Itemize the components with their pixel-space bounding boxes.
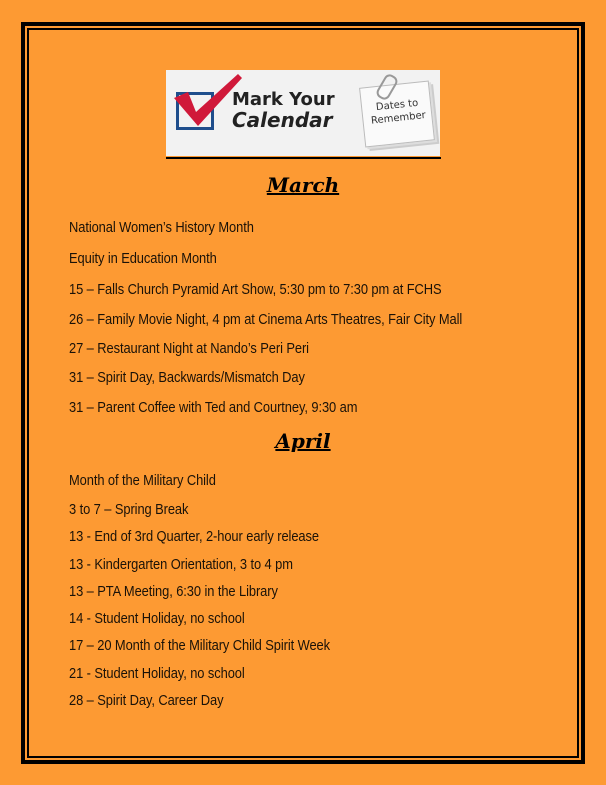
- mark-your-calendar-banner: [166, 70, 440, 156]
- list-item: 13 - Kindergarten Orientation, 3 to 4 pm: [69, 556, 293, 573]
- note-line2: Remember: [370, 110, 427, 127]
- banner-title: [232, 90, 335, 130]
- sticky-note-text: [368, 96, 428, 128]
- banner-divider: [166, 157, 441, 159]
- banner-title-line2: Calendar: [232, 108, 333, 132]
- list-item: 15 – Falls Church Pyramid Art Show, 5:30 pm to 7:30 pm at FCHS: [69, 281, 442, 298]
- note-line1: Dates to: [375, 97, 419, 114]
- list-item: 13 - End of 3rd Quarter, 2-hour early release: [69, 528, 319, 545]
- banner-title-line1: Mark Your: [232, 89, 335, 110]
- list-item: 28 – Spirit Day, Career Day: [69, 692, 224, 709]
- list-item: 21 - Student Holiday, no school: [69, 665, 245, 682]
- list-item: 13 – PTA Meeting, 6:30 in the Library: [69, 583, 278, 600]
- list-item: 31 – Spirit Day, Backwards/Mismatch Day: [69, 369, 305, 386]
- month-heading-march: March: [266, 173, 340, 197]
- list-item: 31 – Parent Coffee with Ted and Courtney, 9:30 am: [69, 399, 358, 416]
- list-item: National Women’s History Month: [69, 219, 254, 236]
- list-item: Month of the Military Child: [69, 472, 216, 489]
- list-item: 27 – Restaurant Night at Nando’s Peri Peri: [69, 340, 309, 357]
- list-item: 26 – Family Movie Night, 4 pm at Cinema Arts Theatres, Fair City Mall: [69, 311, 463, 328]
- list-item: 14 - Student Holiday, no school: [69, 610, 245, 627]
- sticky-note: [359, 81, 435, 148]
- list-item: Equity in Education Month: [69, 250, 217, 267]
- list-item: 17 – 20 Month of the Military Child Spirit Week: [69, 637, 331, 654]
- month-heading-april: April: [275, 429, 331, 453]
- list-item: 3 to 7 – Spring Break: [69, 501, 189, 518]
